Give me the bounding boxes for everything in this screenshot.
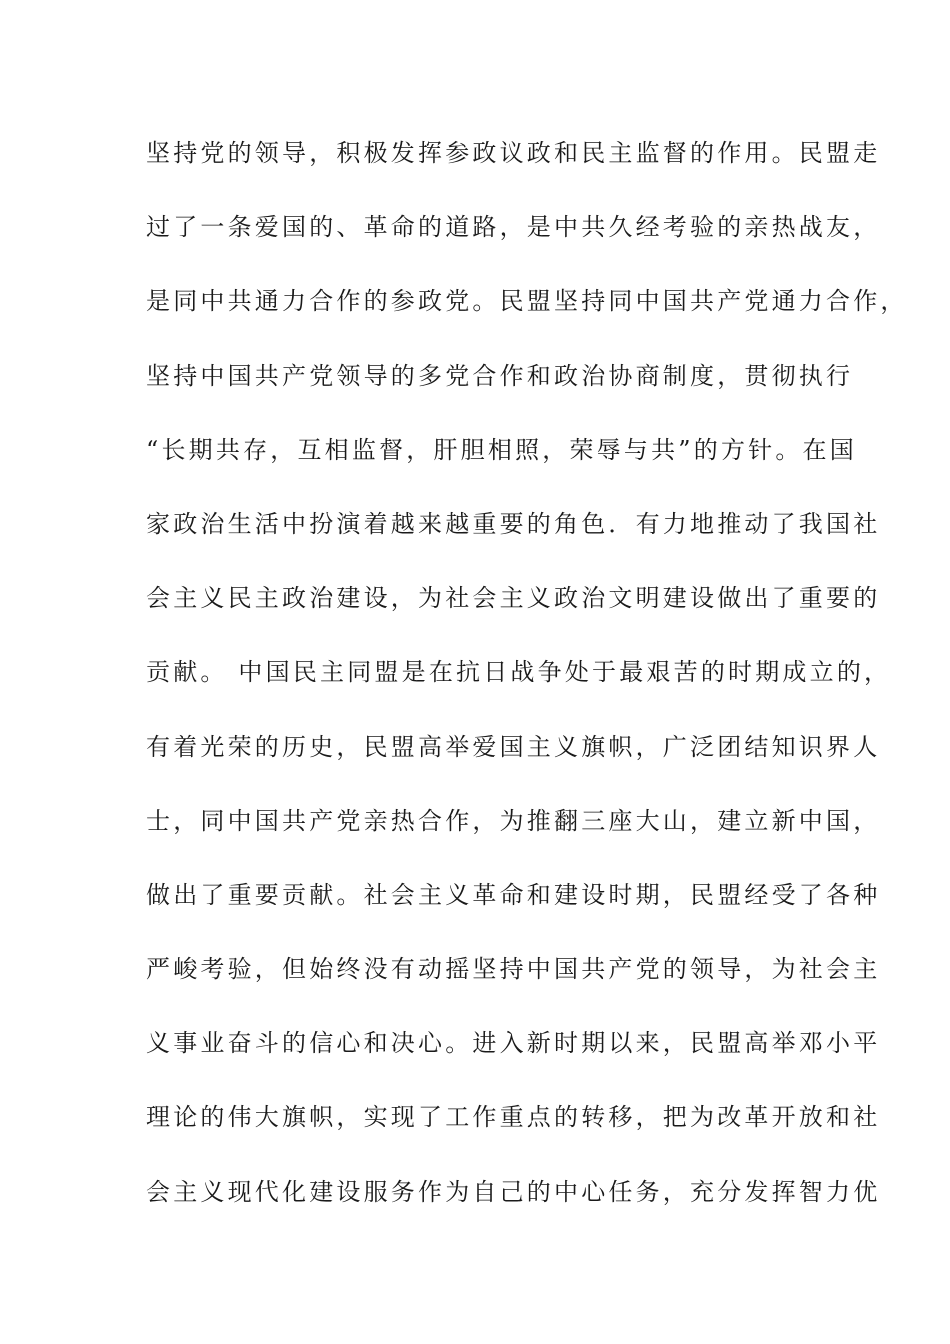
text-line-12: 严峻考验，但始终没有动摇坚持中国共产党的领导，为社会主 — [146, 955, 881, 984]
text-line-2: 过了一条爱国的、革命的道路，是中共久经考验的亲热战友， — [146, 213, 881, 242]
text-line-1: 坚持党的领导，积极发挥参政议政和民主监督的作用。民盟走 — [146, 139, 881, 167]
text-line-5: “长期共存，互相监督，肝胆相照，荣辱与共”的方针。在国 — [146, 435, 857, 464]
text-line-7: 会主义民主政治建设，为社会主义政治文明建设做出了重要的 — [146, 584, 881, 613]
text-line-13: 义事业奋斗的信心和决心。进入新时期以来，民盟高举邓小平 — [146, 1029, 881, 1058]
text-line-4: 坚持中国共产党领导的多党合作和政治协商制度，贯彻执行 — [146, 361, 854, 390]
text-line-14: 理论的伟大旗帜，实现了工作重点的转移，把为改革开放和社 — [146, 1103, 881, 1132]
text-line-11: 做出了重要贡献。社会主义革命和建设时期，民盟经受了各种 — [146, 880, 881, 909]
text-line-3: 是同中共通力合作的参政党。民盟坚持同中国共产党通力合作， — [146, 287, 908, 316]
text-line-10: 士，同中国共产党亲热合作，为推翻三座大山，建立新中国， — [146, 806, 881, 835]
body-paragraph — [146, 128, 908, 1241]
text-line-8: 贡献。 中国民主同盟是在抗日战争处于最艰苦的时期成立的， — [146, 658, 892, 687]
text-line-9: 有着光荣的历史，民盟高举爱国主义旗帜，广泛团结知识界人 — [146, 732, 881, 761]
text-line-15: 会主义现代化建设服务作为自己的中心任务，充分发挥智力优 — [146, 1177, 881, 1206]
text-line-6: 家政治生活中扮演着越来越重要的角色．有力地推动了我国社 — [146, 509, 881, 538]
